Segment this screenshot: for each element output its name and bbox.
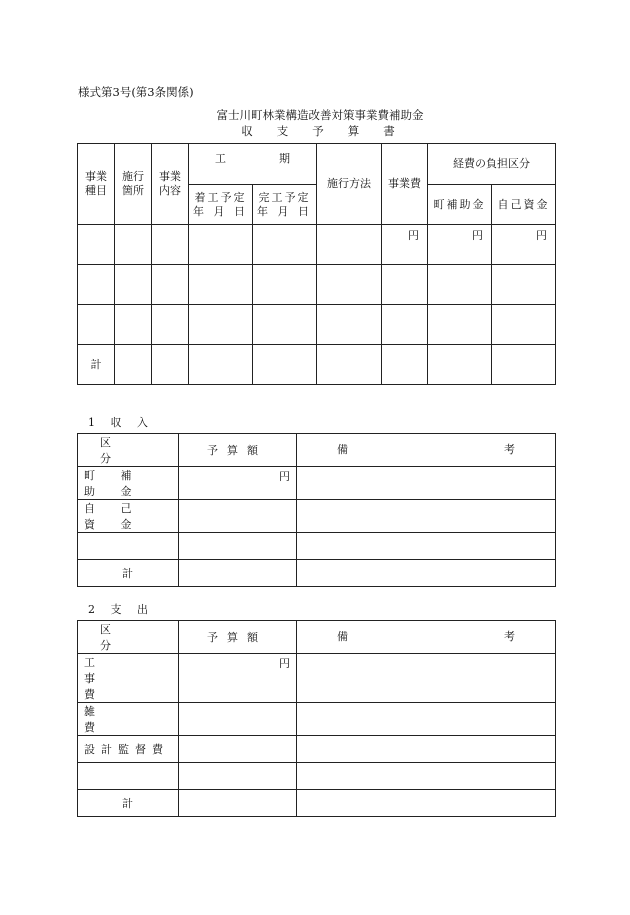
table-row	[78, 500, 556, 533]
row-label: 自 己 資 金	[78, 500, 179, 533]
header-jiko-shikin: 自己資金	[492, 185, 556, 225]
expense-table	[77, 620, 556, 817]
row-label: 雑費	[78, 703, 179, 736]
biko-cell[interactable]	[297, 560, 556, 587]
biko-cell[interactable]	[297, 500, 556, 533]
cell[interactable]	[382, 305, 428, 345]
total-label: 計	[78, 345, 115, 385]
header-kanko: 完工予定 年 月 日	[253, 185, 317, 225]
biko-cell[interactable]	[297, 703, 556, 736]
cell[interactable]	[152, 345, 189, 385]
total-label: 計	[78, 790, 179, 817]
cell[interactable]	[189, 305, 253, 345]
table-row	[78, 654, 556, 703]
cell[interactable]	[253, 305, 317, 345]
biko-cell[interactable]	[297, 763, 556, 790]
cell[interactable]	[189, 265, 253, 305]
table-row	[78, 736, 556, 763]
header-kubun: 区分	[78, 621, 179, 654]
income-table	[77, 433, 556, 587]
table-row	[78, 305, 556, 345]
header-yosan: 予算額	[179, 621, 297, 654]
header-biko: 備 考	[297, 621, 556, 654]
section-expense-title: 2 支 出	[88, 603, 154, 616]
biko-cell[interactable]	[297, 533, 556, 560]
biko-cell[interactable]	[297, 654, 556, 703]
header-kikan: 工 期	[189, 144, 317, 185]
yosan-cell[interactable]	[179, 736, 297, 763]
total-label: 計	[78, 560, 179, 587]
yosan-cell[interactable]: 円	[179, 467, 297, 500]
document-subtitle: 収支予算書	[241, 124, 419, 138]
cell[interactable]	[428, 305, 492, 345]
yosan-cell[interactable]	[179, 763, 297, 790]
yosan-cell[interactable]	[179, 790, 297, 817]
row-label: 工事費	[78, 654, 179, 703]
cell[interactable]	[152, 305, 189, 345]
cell[interactable]	[428, 345, 492, 385]
header-jigyo-naiyo: 事業内容	[152, 144, 189, 225]
cell[interactable]	[115, 305, 152, 345]
cell[interactable]	[253, 225, 317, 265]
biko-cell[interactable]	[297, 736, 556, 763]
header-shiko-hoho: 施行方法	[317, 144, 382, 225]
table-row	[78, 703, 556, 736]
yosan-cell[interactable]	[179, 560, 297, 587]
header-chakko: 着工予定 年 月 日	[189, 185, 253, 225]
table-row	[78, 225, 556, 265]
cell[interactable]	[189, 225, 253, 265]
cell[interactable]	[317, 225, 382, 265]
header-jigyo-shubetsu: 事業種目	[78, 144, 115, 225]
jigyohi-cell[interactable]: 円	[382, 225, 428, 265]
total-row	[78, 790, 556, 817]
biko-cell[interactable]	[297, 467, 556, 500]
total-row	[78, 560, 556, 587]
yosan-cell[interactable]	[179, 533, 297, 560]
cell[interactable]	[115, 225, 152, 265]
cell[interactable]	[492, 265, 556, 305]
cell[interactable]	[78, 265, 115, 305]
header-kubun: 区分	[78, 434, 179, 467]
cell[interactable]	[492, 305, 556, 345]
cell[interactable]	[78, 225, 115, 265]
document-title: 富士川町林業構造改善対策事業費補助金	[216, 108, 424, 122]
header-jigyohi: 事業費	[382, 144, 428, 225]
cell[interactable]	[382, 265, 428, 305]
table-row	[78, 533, 556, 560]
table-row	[78, 265, 556, 305]
row-label: 町 補 助 金	[78, 467, 179, 500]
form-id: 様式第3号(第3条関係)	[78, 85, 194, 99]
cell[interactable]	[189, 345, 253, 385]
header-keihi-futan: 経費の負担区分	[428, 144, 556, 185]
cell[interactable]	[317, 265, 382, 305]
table-row	[78, 763, 556, 790]
row-label: 設計監督費	[78, 736, 179, 763]
cell[interactable]	[115, 345, 152, 385]
header-biko: 備 考	[297, 434, 556, 467]
cell[interactable]	[428, 265, 492, 305]
cell[interactable]	[152, 265, 189, 305]
cell[interactable]	[317, 345, 382, 385]
cell[interactable]	[78, 305, 115, 345]
row-label	[78, 763, 179, 790]
cell[interactable]	[492, 345, 556, 385]
cho-hojokin-cell[interactable]: 円	[428, 225, 492, 265]
header-cho-hojokin: 町補助金	[428, 185, 492, 225]
budget-main-table	[77, 143, 556, 385]
cell[interactable]	[253, 265, 317, 305]
cell[interactable]	[115, 265, 152, 305]
row-label	[78, 533, 179, 560]
cell[interactable]	[382, 345, 428, 385]
table-row	[78, 467, 556, 500]
yosan-cell[interactable]: 円	[179, 654, 297, 703]
header-shiko-kasho: 施行箇所	[115, 144, 152, 225]
cell[interactable]	[152, 225, 189, 265]
yosan-cell[interactable]	[179, 703, 297, 736]
total-row	[78, 345, 556, 385]
header-yosan: 予算額	[179, 434, 297, 467]
section-income-title: 1 収 入	[88, 416, 154, 429]
yosan-cell[interactable]	[179, 500, 297, 533]
jiko-shikin-cell[interactable]: 円	[492, 225, 556, 265]
cell[interactable]	[253, 345, 317, 385]
biko-cell[interactable]	[297, 790, 556, 817]
cell[interactable]	[317, 305, 382, 345]
